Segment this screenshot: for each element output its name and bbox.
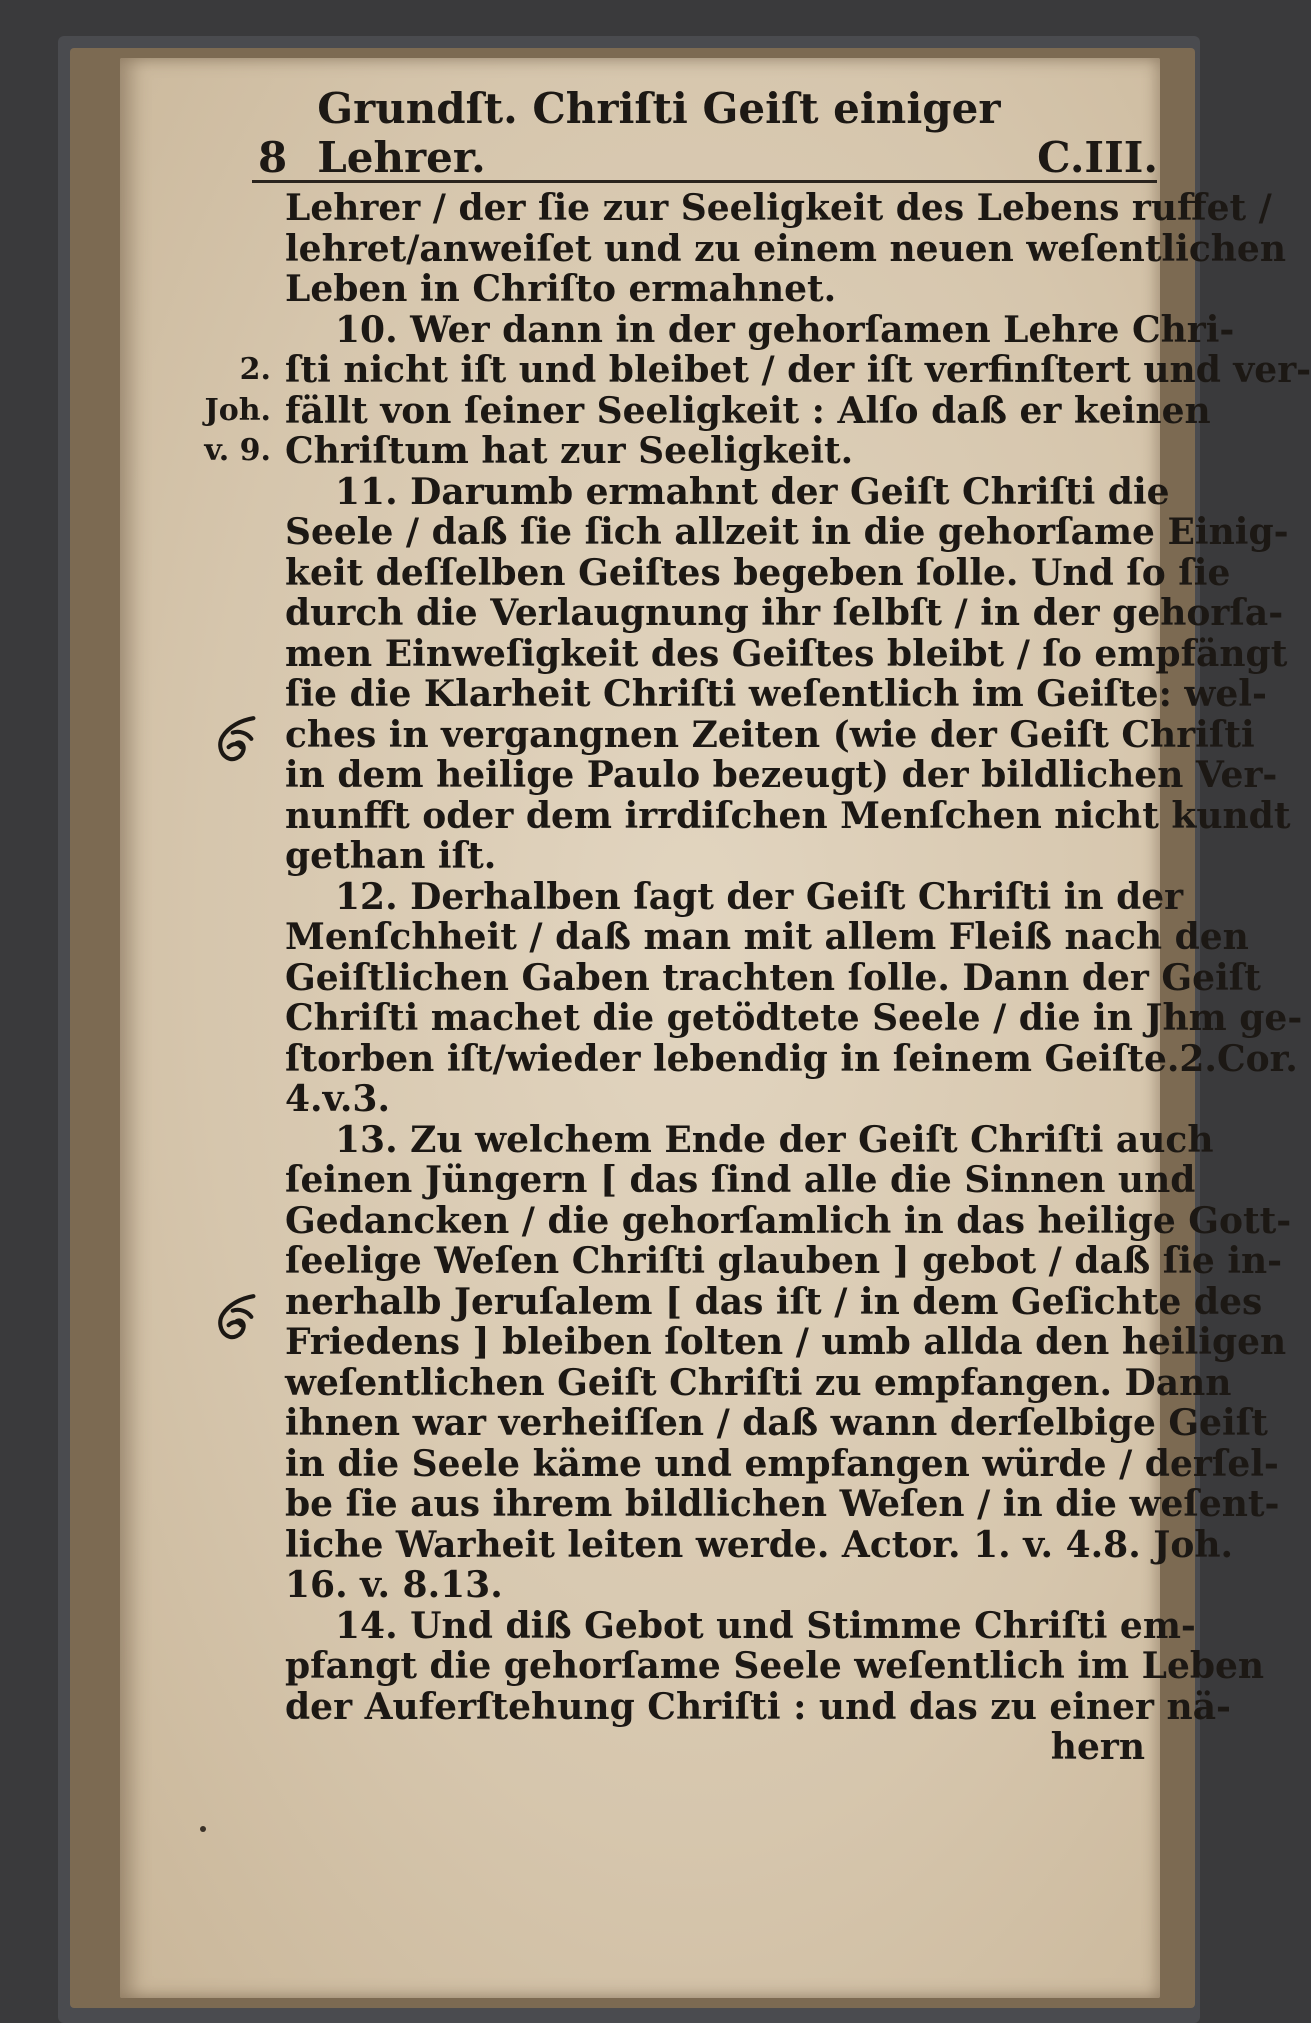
text-line: 16. v. 8.13. — [285, 1564, 503, 1606]
text-line: Geiſtlichen Gaben trachten ſolle. Dann der Geiſt — [285, 956, 1261, 999]
text-line: ihnen war verheiſſen / daß wann derſelbige Geiſt — [285, 1402, 1268, 1444]
paragraph-13-start: 13. Zu welchem Ende der Geiſt Chriſti auch — [335, 1118, 1214, 1161]
text-line: ſeelige Weſen Chriſti glauben ] gebot / daß ſie in- — [285, 1240, 1283, 1282]
text-line: Lehrer / der ſie zur Seeligkeit des Lebens ruffet / — [285, 187, 1272, 229]
text-line: be ſie aus ihrem bildlichen Weſen / in die weſent- — [285, 1483, 1280, 1525]
header-rule — [252, 180, 1157, 183]
paragraph-12-start: 12. Derhalben ſagt der Geiſt Chriſti in der — [335, 875, 1184, 918]
text-line: men Einweſigkeit des Geiſtes bleibt / ſo empfängt — [285, 632, 1288, 675]
text-line: durch die Verlaugnung ihr ſelbſt / in der gehorſa- — [285, 592, 1284, 634]
ink-speck — [200, 1826, 206, 1832]
text-line: der Auferſtehung Chriſti : und das zu einer nä- — [285, 1685, 1232, 1728]
text-line: ſie die Klarheit Chriſti weſentlich im Geiſte: wel- — [285, 673, 1267, 715]
text-line: Menſchheit / daß man mit allem Fleiß nach den — [285, 916, 1249, 958]
text-line: lehret/anweiſet und zu einem neuen weſentlichen — [285, 227, 1286, 270]
running-title: Grundſt. Chriſti Geiſt einiger Lehrer. — [317, 84, 1001, 182]
page-number: 8 — [258, 133, 288, 182]
margin-reference-chapter: 2. — [239, 352, 271, 387]
text-line: Leben in Chriſto ermahnet. — [285, 268, 837, 310]
text-line: ſeinen Jüngern [ das ſind alle die Sinnen und — [285, 1159, 1196, 1201]
text-line: keit deſſelben Geiſtes begeben ſolle. Und ſo ſie — [285, 551, 1231, 594]
text-line: ſti nicht iſt und bleibet / der iſt verfinſtert und ver- — [285, 349, 1311, 391]
text-line: ſtorben iſt/wieder lebendig in ſeinem Geiſte.2.Cor. — [285, 1037, 1298, 1080]
paragraph-11-start: 11. Darumb ermahnt der Geiſt Chriſti die — [335, 470, 1170, 513]
text-line: 4.v.3. — [285, 1078, 390, 1120]
text-line: Seele / daß ſie ſich allzeit in die gehorſame Einig- — [285, 511, 1289, 553]
text-line: Chriſtum hat zur Seeligkeit. — [285, 430, 854, 472]
text-line: Friedens ] bleiben ſolten / umb allda den heiligen — [285, 1321, 1287, 1363]
body-text — [285, 187, 1311, 1768]
text-line: fällt von ſeiner Seeligkeit : Alſo daß er keinen — [285, 389, 1211, 432]
pointing-hand-icon — [210, 1290, 272, 1352]
text-line: gethan iſt. — [285, 835, 497, 877]
pointing-hand-icon — [210, 712, 272, 774]
running-header — [258, 84, 1158, 182]
text-line: ches in vergangnen Zeiten (wie der Geiſt Chriſti — [285, 713, 1255, 756]
chapter-label: C.III. — [1037, 133, 1158, 182]
paragraph-14-start: 14. Und diß Gebot und Stimme Chriſti em- — [335, 1604, 1196, 1647]
text-line: in die Seele käme und empfangen würde / derſel- — [285, 1442, 1279, 1485]
text-line: weſentlichen Geiſt Chriſti zu empfangen. Dann — [285, 1361, 1232, 1404]
margin-reference — [195, 350, 271, 472]
text-line: liche Warheit leiten werde. Actor. 1. v. 4.8. Joh. — [285, 1523, 1234, 1566]
text-line: nunfft oder dem irrdiſchen Menſchen nicht kundt — [285, 794, 1291, 837]
text-line: nerhalb Jeruſalem [ das iſt / in dem Geſichte des — [285, 1280, 1263, 1323]
text-line: pfangt die gehorſame Seele weſentlich im Leben — [285, 1645, 1265, 1687]
margin-reference-book: Joh. — [204, 392, 271, 428]
text-line: Gedancken / die gehorſamlich in das heilige Gott- — [285, 1199, 1292, 1242]
text-line: in dem heilige Paulo bezeugt) der bildlichen Ver- — [285, 754, 1278, 796]
catchword: hern — [1050, 1726, 1145, 1768]
paragraph-10-start: 10. Wer dann in der gehorſamen Lehre Chri- — [335, 308, 1235, 351]
margin-reference-verse: v. 9. — [204, 433, 271, 468]
text-line: Chriſti machet die getödtete Seele / die in Jhm ge- — [285, 997, 1303, 1039]
